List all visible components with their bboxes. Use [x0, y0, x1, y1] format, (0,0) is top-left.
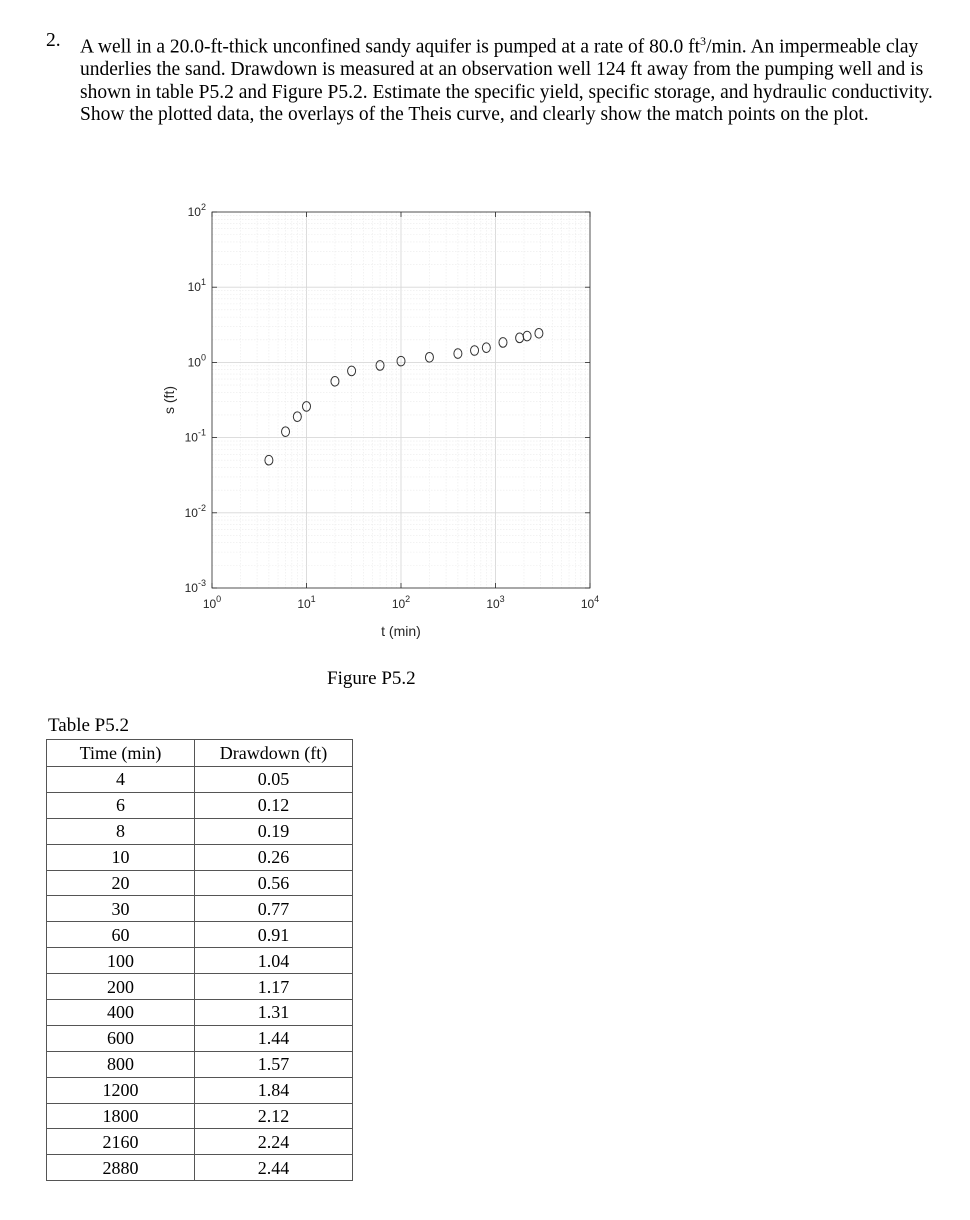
table-row: [47, 1155, 353, 1181]
data-point: [516, 333, 524, 343]
data-point: [499, 338, 507, 348]
y-tick-label: [188, 277, 206, 294]
time-cell: 8: [47, 818, 195, 844]
drawdown-cell: 1.84: [195, 1077, 353, 1103]
x-tick-base: 10: [202, 597, 217, 611]
x-tick-exponent: 3: [499, 594, 505, 604]
x-tick-base: 10: [486, 597, 500, 611]
problem-statement: [46, 30, 946, 127]
problem-number: 2.: [46, 30, 61, 51]
y-tick-exponent: 0: [200, 352, 206, 363]
drawdown-cell: 2.44: [195, 1155, 353, 1181]
table-row: [47, 1000, 353, 1026]
table-row: [47, 1051, 353, 1077]
problem-text-part1: A well in a 20.0-ft-thick unconfined sandy aquifer is pumped at a rate of 80.0 ft: [80, 36, 701, 58]
y-tick-label: [185, 578, 206, 595]
y-axis-label: s (ft): [161, 386, 177, 414]
table-row: [47, 818, 353, 844]
table-row: [47, 870, 353, 896]
table-row: [47, 922, 353, 948]
time-cell: 200: [47, 974, 195, 1000]
x-tick-label: [203, 594, 221, 611]
y-tick-label: [185, 503, 206, 520]
drawdown-cell: 0.05: [195, 767, 353, 793]
x-tick-label: [581, 594, 599, 611]
x-tick-label: [297, 594, 315, 611]
time-cell: 30: [47, 896, 195, 922]
drawdown-cell: 0.19: [195, 818, 353, 844]
x-tick-labels: [203, 594, 599, 611]
y-tick-label: [185, 428, 206, 445]
time-cell: 2160: [47, 1129, 195, 1155]
problem-text: [80, 30, 946, 127]
time-cell: 1800: [47, 1103, 195, 1129]
y-tick-labels: [185, 202, 206, 595]
y-tick-label: [188, 352, 206, 369]
x-tick-label: [392, 594, 410, 611]
time-cell: 800: [47, 1051, 195, 1077]
drawdown-table: [46, 739, 353, 1181]
drawdown-cell: 0.26: [195, 844, 353, 870]
table-row: [47, 1077, 353, 1103]
x-axis-label: t (min): [381, 623, 421, 639]
drawdown-cell: 1.04: [195, 948, 353, 974]
drawdown-cell: 1.57: [195, 1051, 353, 1077]
x-tick-base: 10: [391, 597, 406, 611]
table-title: Table P5.2: [48, 715, 129, 736]
drawdown-cell: 0.12: [195, 792, 353, 818]
time-cell: 60: [47, 922, 195, 948]
figure-caption: Figure P5.2: [327, 668, 416, 689]
table-row: [47, 767, 353, 793]
time-cell: 20: [47, 870, 195, 896]
table-row: [47, 844, 353, 870]
y-tick-base: 10: [184, 430, 198, 445]
table-body: [47, 767, 353, 1181]
x-tick-exponent: 2: [405, 594, 411, 604]
time-cell: 4: [47, 767, 195, 793]
y-tick-exponent: -1: [197, 427, 206, 438]
drawdown-cell: 0.56: [195, 870, 353, 896]
table-row: [47, 948, 353, 974]
time-cell: 400: [47, 1000, 195, 1026]
drawdown-cell: 1.44: [195, 1025, 353, 1051]
x-tick-exponent: 4: [594, 594, 600, 604]
x-tick-base: 10: [580, 597, 595, 611]
time-cell: 10: [47, 844, 195, 870]
x-tick-label: [486, 594, 504, 611]
table-row: [47, 974, 353, 1000]
drawdown-cell: 0.91: [195, 922, 353, 948]
time-cell: 2880: [47, 1155, 195, 1181]
data-point: [523, 331, 531, 341]
y-tick-exponent: -3: [197, 578, 206, 588]
drawdown-plot: [150, 190, 610, 650]
x-tick-exponent: 1: [310, 594, 316, 604]
y-tick-exponent: 1: [200, 277, 206, 288]
y-tick-base: 10: [184, 581, 198, 595]
y-tick-label: [188, 202, 206, 219]
time-cell: 6: [47, 792, 195, 818]
table-row: [47, 1129, 353, 1155]
unit-superscript: 3: [700, 34, 707, 48]
y-tick-base: 10: [184, 505, 198, 520]
table-row: [47, 792, 353, 818]
loglog-chart: [150, 190, 610, 650]
y-tick-base: 10: [187, 355, 201, 370]
drawdown-cell: 2.24: [195, 1129, 353, 1155]
y-tick-base: 10: [187, 205, 201, 219]
table-row: [47, 1025, 353, 1051]
y-tick-exponent: -2: [197, 502, 206, 513]
time-cell: 100: [47, 948, 195, 974]
x-tick-exponent: 0: [216, 594, 222, 604]
y-tick-base: 10: [187, 280, 201, 295]
table-header-row: [47, 740, 353, 767]
time-cell: 1200: [47, 1077, 195, 1103]
problem-text-part2: /min. An impermeable clay underlies the sand. Drawdown is measured at an observation well 124 ft away from the pumping well and is shown in table P5.2 and Figure P5.2. Estimate the specific yield, specific storage, and hydraulic conductivity. Show the plotted data, the overlays of the Theis curve, and clearly show the match points on the plot.: [80, 36, 933, 125]
data-point: [535, 328, 543, 338]
drawdown-cell: 1.17: [195, 974, 353, 1000]
time-cell: 600: [47, 1025, 195, 1051]
table-row: [47, 896, 353, 922]
col-header-time: Time (min): [47, 740, 195, 767]
drawdown-cell: 1.31: [195, 1000, 353, 1026]
drawdown-cell: 0.77: [195, 896, 353, 922]
table-row: [47, 1103, 353, 1129]
y-tick-exponent: 2: [200, 202, 206, 212]
drawdown-cell: 2.12: [195, 1103, 353, 1129]
col-header-drawdown: Drawdown (ft): [195, 740, 353, 767]
grid: [212, 212, 590, 588]
x-tick-base: 10: [297, 597, 311, 611]
